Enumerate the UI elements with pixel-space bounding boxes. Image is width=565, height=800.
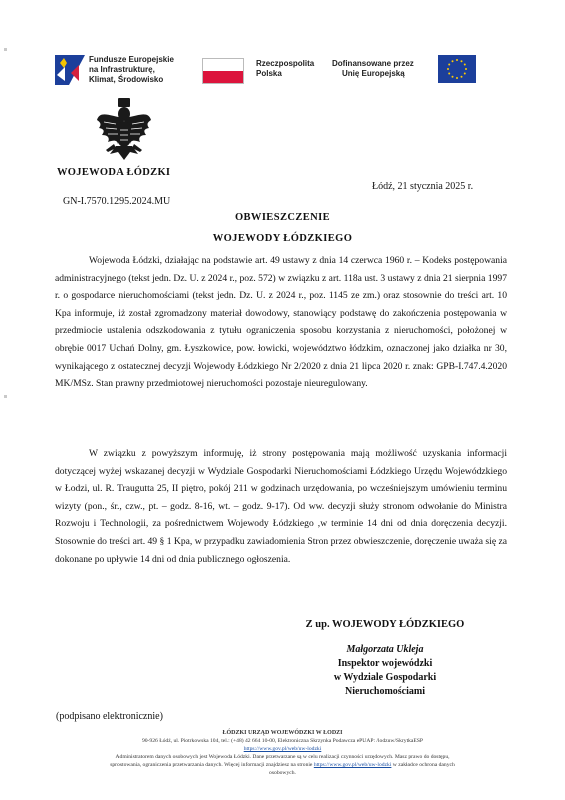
signatory-position: w Wydziale Gospodarki	[333, 672, 437, 683]
eu-star-icon	[465, 68, 467, 70]
electronic-signature-note: (podpisano elektronicznie)	[56, 711, 163, 722]
issuer-title: WOJEWODA ŁÓDZKI	[57, 167, 171, 178]
document-subheading: WOJEWODY ŁÓDZKIEGO	[212, 233, 353, 244]
eu-star-icon	[461, 76, 463, 78]
eu-star-icon	[447, 68, 449, 70]
reference-number: GN-I.7570.1295.2024.MU	[63, 196, 171, 207]
footer-privacy: w zakładce ochrona danych	[391, 762, 455, 768]
eu-star-icon	[452, 60, 454, 62]
eu-star-icon	[464, 64, 466, 66]
eu-logo-line: Unię Europejską	[342, 69, 405, 78]
eu-star-icon	[464, 73, 466, 75]
republic-logo-line: Polska	[256, 69, 282, 78]
eu-star-icon	[456, 77, 458, 79]
footer-privacy: osobowych.	[269, 770, 296, 776]
funds-logo-icon	[55, 55, 85, 85]
republic-logo-line: Rzeczpospolita	[256, 59, 315, 68]
polish-eagle-emblem-icon	[96, 98, 152, 164]
body-paragraph: W związku z powyższym informuję, iż strony postępowania mają możliwość uzyskania informacji dotyczącej wyżej wskazanej decyzji w Wydziale Gospodarki Nieruchomościami Łódzkiego Urzędu Wojewódzkiego w Łodzi, ul. R. Traugutta 25, II piętro, pokój 211 w godzinach urzędowania, po wcześniejszym umówieniu terminu wizyty (pon., śr., czw., pt. – godz. 8-16, wt. – godz. 9-17). Od ww. decyzji służy stronom odwołanie do Ministra Rozwoju i Technologii, za pośrednictwem Wojewody Łódzkiego ,w terminie 14 dni od dnia doręczenia decyzji. Stosownie do treści art. 49 § 1 Kpa, w przypadku zawiadomienia Stron przez obwieszczenie, doręczenie uważa się za dokonane po upływie 14 dni od dnia publicznego ogłoszenia.	[55, 448, 507, 565]
funds-logo	[55, 52, 205, 88]
funds-logo-line: na Infrastrukturę,	[89, 65, 155, 74]
eu-star-icon	[448, 73, 450, 75]
scan-mark	[4, 395, 7, 398]
eu-star-icon	[452, 76, 454, 78]
scan-mark	[4, 48, 7, 51]
body-paragraph: Wojewoda Łódzki, działając na podstawie art. 49 ustawy z dnia 14 czerwca 1960 r. – Kodeks postępowania administracyjnego (tekst jedn. Dz. U. z 2024 r., poz. 572) w związku z art. 118a ust. 3 ustawy z dnia 21 sierpnia 1997 r. o gospodarce nieruchomościami (tekst jedn. Dz. U. z 2024 r., poz. 1145 ze zm.) oraz stosownie do treści art. 10 Kpa informuje, iż został zgromadzony materiał dowodowy, stanowiący podstawę do zakończenia postępowania w przedmiocie ustalenia odszkodowania z tytułu ograniczenia sposobu korzystania z nieruchomości, położonej w obrębie 0017 Uchań Dolny, gm. Łyszkowice, pow. łowicki, województwo łódzkim, oznaczonej jako działka nr 30, wynikającego z ostatecznej decyzji Wojewody Łódzkiego Nr 2/2020 z dnia 21 lipca 2020 r. znak: GPB-I.747.4.2020 MK/MSz. Stan prawny przedmiotowej nieruchomości pozostaje nieuregulowany.	[55, 255, 507, 390]
footer-privacy: sprostowania, ograniczenia przetwarzania danych. Więcej informacji znajdziesz na stronie	[110, 762, 314, 768]
document-date: Łódź, 21 stycznia 2025 r.	[372, 181, 474, 192]
signatory-position: Nieruchomościami	[345, 686, 425, 697]
funds-logo-line: Klimat, Środowisko	[89, 75, 164, 84]
document-heading: OBWIESZCZENIE	[234, 212, 331, 223]
signatory-name: Małgorzata Ukleja	[346, 644, 424, 655]
polish-flag-icon	[202, 58, 244, 84]
footer-office: ŁÓDZKI URZĄD WOJEWÓDZKI W ŁODZI	[222, 730, 343, 736]
eu-logo-line: Dofinansowane przez	[332, 59, 414, 68]
funds-logo-line: Fundusze Europejskie	[89, 55, 174, 64]
signatory-position: Inspektor wojewódzki	[337, 658, 433, 669]
footer-website-link[interactable]: https://www.gov.pl/web/uw-lodzki	[243, 746, 322, 752]
eu-flag-icon	[438, 55, 476, 83]
footer-privacy-link[interactable]: https://www.gov.pl/web/uw-lodzki	[313, 762, 392, 768]
footer-address: 90-926 Łódź, ul. Piotrkowska 104, tel.: (+48) 42 664 10-00, Elektroniczna Skrzynka Podawcza ePUAP: /lodzuw/SkrytkaESP	[141, 738, 424, 744]
eu-star-icon	[456, 59, 458, 61]
footer-privacy: Administratorem danych osobowych jest Wojewoda Łódzki. Dane przetwarzane są w celu realizacji czynności urzędowych. Masz prawo do dostępu,	[115, 754, 450, 760]
eu-star-icon	[461, 60, 463, 62]
signature-on-behalf: Z up. WOJEWODY ŁÓDZKIEGO	[305, 619, 465, 630]
eu-star-icon	[448, 64, 450, 66]
